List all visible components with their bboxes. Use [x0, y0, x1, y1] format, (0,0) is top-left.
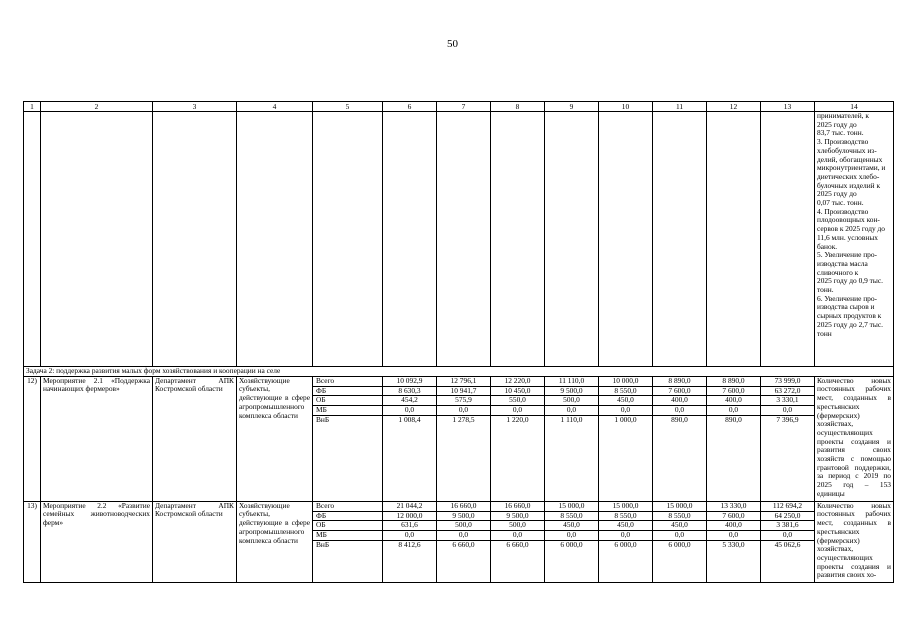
- value-cell: 0,0: [491, 405, 544, 415]
- continuation-line: 2025 году до 0,9 тыс.: [817, 276, 883, 286]
- continuation-line: 0,07 тыс. тонн.: [817, 198, 864, 208]
- continuation-line: сервов к 2025 году до: [817, 224, 885, 234]
- funding-source: МБ: [313, 405, 382, 415]
- funding-source: ОБ: [313, 520, 382, 530]
- value-col: [761, 376, 815, 501]
- value-cell: 450,0: [599, 395, 652, 405]
- value-cell: 45 062,6: [761, 540, 814, 550]
- continuation-line: 2025 году до 2,7 тыс.: [817, 319, 883, 329]
- value-cell: 6 660,0: [437, 540, 490, 550]
- sources-cell: [313, 376, 383, 501]
- value-cell: 6 000,0: [653, 540, 706, 550]
- value-cell: 10 450,0: [491, 386, 544, 396]
- header-row: [24, 102, 894, 112]
- value-cell: 11 110,0: [558, 376, 585, 385]
- value-cell: 13 330,0: [720, 501, 747, 510]
- value-cell: 0,0: [437, 405, 490, 415]
- value-cell: 0,0: [653, 405, 706, 415]
- value-cell: 16 660,0: [504, 501, 531, 510]
- header-cell: 3: [153, 102, 237, 112]
- header-cell: 8: [491, 102, 545, 112]
- task-title: Задача 2: поддержка развития малых форм хозяйствования и кооперации на селе: [24, 367, 894, 377]
- value-cell: 400,0: [707, 395, 760, 405]
- value-col: [545, 376, 599, 501]
- header-cell: 13: [761, 102, 815, 112]
- value-cell: 8 550,0: [599, 386, 652, 396]
- value-cell: 112 694,2: [772, 501, 803, 510]
- value-cell: 8 550,0: [599, 511, 652, 521]
- result-text: Количество новых постоянных рабочих мест, созданных в крестьянских (фермерских) хозяйствах, осуществляющих проекты создания и развития своих хо-: [815, 501, 894, 582]
- value-cell: 7 600,0: [707, 511, 760, 521]
- result-text: Количество новых постоянных рабочих мест, созданных в крестьянских (фермерских) хозяйствах, осуществляющих проекты создания и развития своих хозяйств с помощью грантовой поддержки, за период с 2019 по 2025 год – 153 единицы: [815, 376, 894, 501]
- value-cell: 6 000,0: [599, 540, 652, 550]
- funding-source: Всего: [316, 501, 335, 510]
- value-cell: 7 600,0: [653, 386, 706, 396]
- continuation-line: 2025 году до: [817, 189, 857, 199]
- value-cell: 63 272,0: [761, 386, 814, 396]
- value-cell: 631,6: [383, 520, 436, 530]
- header-cell: 5: [313, 102, 383, 112]
- value-cell: 450,0: [545, 520, 598, 530]
- participants: Хозяйствующие субъекты, действующие в сфере агропромышленного комплекса области: [237, 376, 313, 501]
- value-cell: 73 999,0: [774, 376, 801, 385]
- value-cell: 0,0: [599, 405, 652, 415]
- value-cell: 0,0: [545, 405, 598, 415]
- value-cell: 575,9: [437, 395, 490, 405]
- value-cell: 0,0: [653, 530, 706, 540]
- value-cell: 0,0: [383, 405, 436, 415]
- value-cell: 0,0: [707, 530, 760, 540]
- value-cell: 500,0: [545, 395, 598, 405]
- value-cell: 400,0: [653, 395, 706, 405]
- continuation-line: микронутриентами, и: [817, 163, 886, 173]
- measure-name: Мероприятие 2.2 «Развитие семейных животноводческих ферм»: [41, 501, 153, 582]
- continuation-line: тонн.: [817, 285, 834, 295]
- continuation-line: делий, обогащенных: [817, 154, 883, 164]
- value-col: [653, 501, 707, 582]
- table-row: [24, 376, 894, 501]
- funding-source: МБ: [313, 530, 382, 540]
- value-cell: 1 110,0: [545, 415, 598, 425]
- value-cell: 21 044,2: [396, 501, 423, 510]
- value-cell: 8 890,0: [668, 376, 691, 385]
- continuation-line: принимателей, к: [817, 111, 869, 120]
- value-cell: 0,0: [761, 530, 814, 540]
- value-cell: 64 250,0: [761, 511, 814, 521]
- header-cell: 7: [437, 102, 491, 112]
- value-cell: 500,0: [437, 520, 490, 530]
- value-cell: 500,0: [491, 520, 544, 530]
- value-cell: 0,0: [437, 530, 490, 540]
- sources-cell: [313, 501, 383, 582]
- participants: Хозяйствующие субъекты, действующие в сфере агропромышленного комплекса области: [237, 501, 313, 582]
- department: Департамент АПК Костромской области: [153, 501, 237, 582]
- row-number: 12): [24, 376, 41, 501]
- value-col: [707, 376, 761, 501]
- value-cell: 7 600,0: [707, 386, 760, 396]
- value-cell: 3 330,1: [761, 395, 814, 405]
- value-cell: 8 412,6: [383, 540, 436, 550]
- continuation-line: сырных продуктов к: [817, 311, 882, 321]
- value-cell: 0,0: [383, 530, 436, 540]
- header-cell: 6: [383, 102, 437, 112]
- value-cell: 9 500,0: [491, 511, 544, 521]
- continuation-line: изводства сыров и: [817, 302, 875, 312]
- continuation-line: 4. Производство: [817, 206, 869, 216]
- value-cell: 15 000,0: [612, 501, 639, 510]
- value-cell: 1 000,0: [599, 415, 652, 425]
- value-cell: 450,0: [599, 520, 652, 530]
- header-cell: 1: [24, 102, 41, 112]
- value-col: [599, 501, 653, 582]
- value-cell: 10 000,0: [612, 376, 639, 385]
- value-cell: 8 550,0: [545, 511, 598, 521]
- value-col: [437, 376, 491, 501]
- value-cell: 8 550,0: [653, 511, 706, 521]
- continuation-line: хлебобулочных из-: [817, 145, 877, 155]
- department: Департамент АПК Костромской области: [153, 376, 237, 501]
- header-cell: 11: [653, 102, 707, 112]
- program-table: [23, 101, 894, 583]
- value-cell: 890,0: [653, 415, 706, 425]
- value-cell: 10 092,9: [396, 376, 423, 385]
- value-cell: 400,0: [707, 520, 760, 530]
- value-cell: 0,0: [491, 530, 544, 540]
- value-cell: 6 000,0: [545, 540, 598, 550]
- funding-source: ОБ: [313, 395, 382, 405]
- value-col: [491, 376, 545, 501]
- value-cell: 9 500,0: [437, 511, 490, 521]
- page-number: 50: [447, 38, 458, 50]
- value-col: [383, 501, 437, 582]
- value-col: [545, 501, 599, 582]
- value-cell: 16 660,0: [450, 501, 477, 510]
- continuation-line: 11,6 млн. условных: [817, 232, 878, 242]
- continuation-row: [24, 112, 894, 367]
- continuation-line: 6. Увеличение про-: [817, 293, 878, 303]
- funding-source: Всего: [316, 376, 335, 385]
- continuation-line: тонн: [817, 328, 832, 338]
- value-cell: 12 796,1: [450, 376, 477, 385]
- value-cell: 0,0: [707, 405, 760, 415]
- header-cell: 9: [545, 102, 599, 112]
- continuation-line: булочных изделий к: [817, 180, 881, 190]
- funding-source: ФБ: [313, 511, 382, 521]
- header-cell: 10: [599, 102, 653, 112]
- header-cell: 14: [815, 102, 894, 112]
- value-cell: 454,2: [383, 395, 436, 405]
- continuation-line: изводства масла: [817, 258, 868, 268]
- task-row: [24, 367, 894, 377]
- continuation-line: банок.: [817, 241, 838, 251]
- value-cell: 0,0: [545, 530, 598, 540]
- value-col: [599, 376, 653, 501]
- continuation-line: диетических хлебо-: [817, 171, 880, 181]
- funding-source: ВнБ: [313, 540, 382, 550]
- value-col: [653, 376, 707, 501]
- continuation-line: сливочного к: [817, 267, 859, 277]
- value-cell: 890,0: [707, 415, 760, 425]
- header-cell: 4: [237, 102, 313, 112]
- value-cell: 6 660,0: [491, 540, 544, 550]
- value-col: [383, 376, 437, 501]
- value-col: [761, 501, 815, 582]
- funding-source: ВнБ: [313, 415, 382, 425]
- value-col: [437, 501, 491, 582]
- value-cell: 5 330,0: [707, 540, 760, 550]
- value-cell: 8 890,0: [722, 376, 745, 385]
- value-cell: 15 000,0: [666, 501, 693, 510]
- row-number: 13): [24, 501, 41, 582]
- value-cell: 450,0: [653, 520, 706, 530]
- continuation-line: плодоовощных кон-: [817, 215, 880, 225]
- continuation-line: 3. Производство: [817, 137, 869, 147]
- value-cell: 8 630,3: [383, 386, 436, 396]
- value-cell: 0,0: [599, 530, 652, 540]
- value-col: [491, 501, 545, 582]
- value-cell: 7 396,9: [761, 415, 814, 425]
- value-cell: 1 278,5: [437, 415, 490, 425]
- value-cell: 9 500,0: [545, 386, 598, 396]
- continuation-line: 83,7 тыс. тонн.: [817, 128, 864, 138]
- value-cell: 12 220,0: [504, 376, 531, 385]
- continuation-line: 5. Увеличение про-: [817, 250, 878, 260]
- measure-name: Мероприятие 2.1 «Поддержка начинающих фермеров»: [41, 376, 153, 501]
- value-cell: 10 941,7: [437, 386, 490, 396]
- value-cell: 1 008,4: [383, 415, 436, 425]
- continuation-text: [815, 112, 894, 367]
- value-cell: 12 000,0: [383, 511, 436, 521]
- value-cell: 15 000,0: [558, 501, 585, 510]
- funding-source: ФБ: [313, 386, 382, 396]
- value-col: [707, 501, 761, 582]
- value-cell: 550,0: [491, 395, 544, 405]
- value-cell: 0,0: [761, 405, 814, 415]
- value-cell: 1 220,0: [491, 415, 544, 425]
- continuation-line: 2025 году до: [817, 119, 857, 129]
- table-row: [24, 501, 894, 582]
- header-cell: 12: [707, 102, 761, 112]
- value-cell: 3 381,6: [761, 520, 814, 530]
- header-cell: 2: [41, 102, 153, 112]
